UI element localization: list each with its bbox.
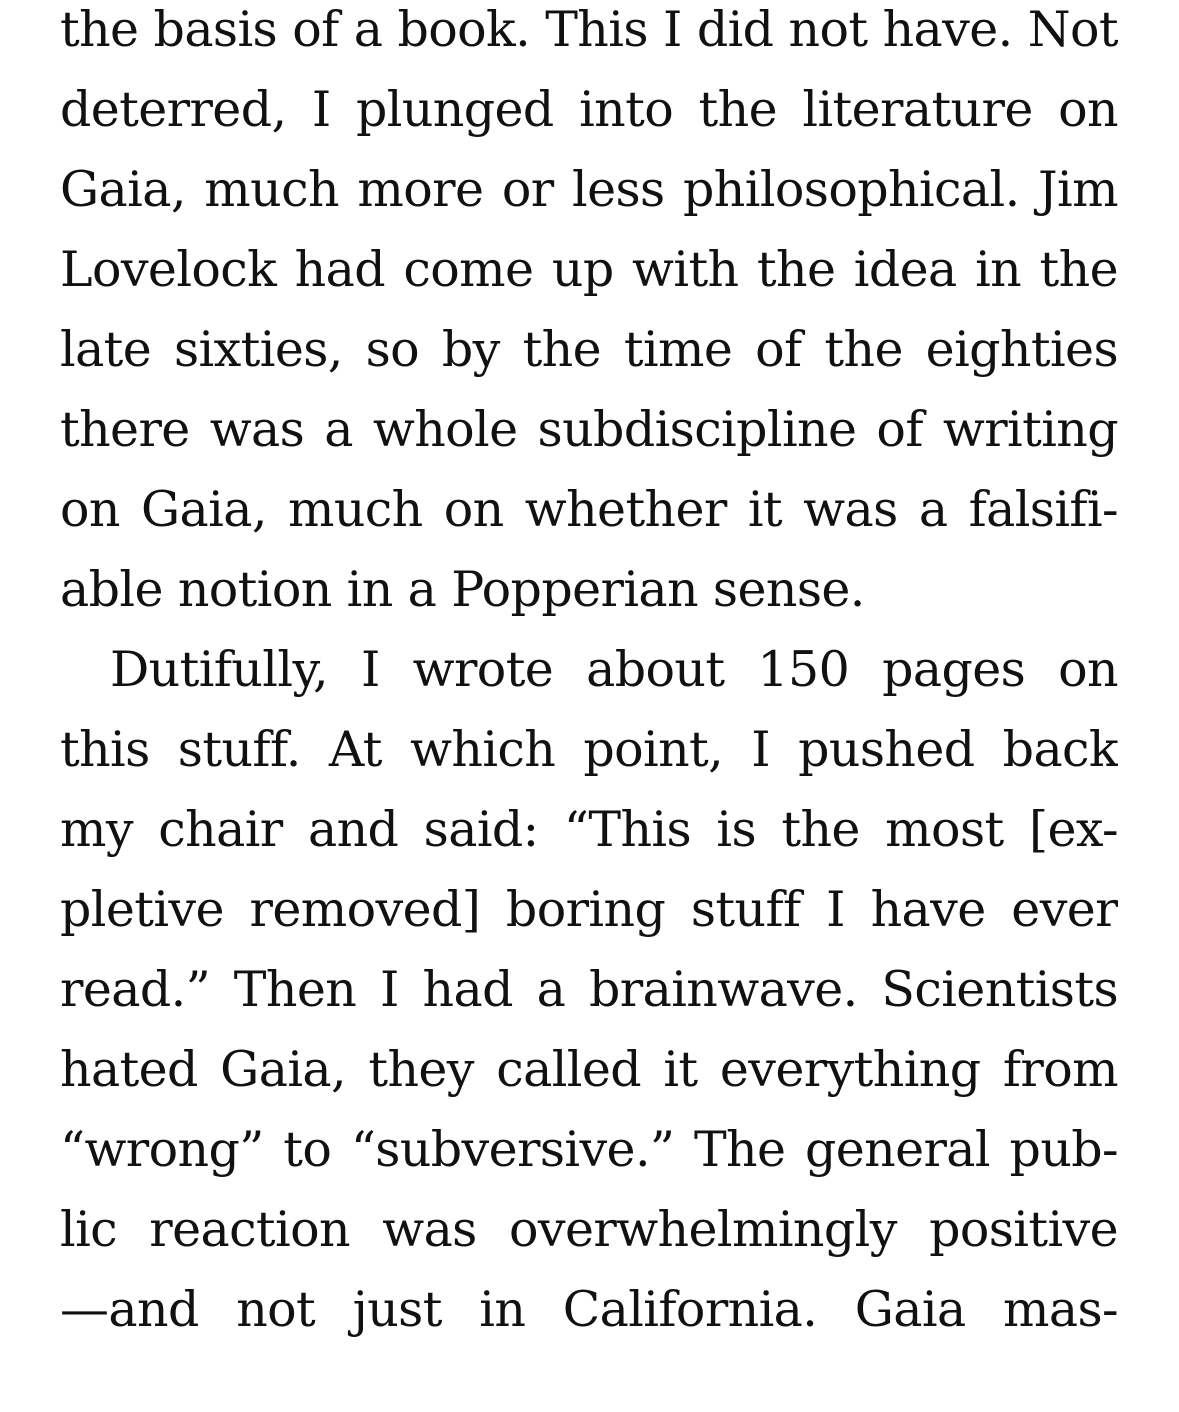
text-line: pletive removed] boring stuff I have ever: [60, 881, 1118, 938]
text-line: Lovelock had come up with the idea in the: [60, 241, 1118, 298]
text-line: —and not just in California. Gaia mas-: [60, 1281, 1118, 1338]
text-line: lic reaction was overwhelmingly positive: [60, 1201, 1118, 1258]
text-line: hated Gaia, they called it everything from: [60, 1041, 1118, 1098]
text-line: on Gaia, much on whether it was a falsifi-: [60, 481, 1118, 538]
paragraph-1: [60, 0, 1118, 630]
body-text: [60, 0, 1118, 1350]
text-line: the basis of a book. This I did not have. Not: [60, 1, 1118, 58]
text-line: late sixties, so by the time of the eighties: [60, 321, 1118, 378]
text-line: this stuff. At which point, I pushed back: [60, 721, 1118, 778]
paragraph-2: [60, 630, 1118, 1350]
text-line: “wrong” to “subversive.” The general pub-: [60, 1121, 1118, 1178]
book-page: [60, 0, 1118, 1412]
text-line: Gaia, much more or less philosophical. Jim: [60, 161, 1118, 218]
text-line: deterred, I plunged into the literature on: [60, 81, 1118, 138]
text-line: able notion in a Popperian sense.: [60, 561, 865, 618]
text-line: there was a whole subdiscipline of writing: [60, 401, 1118, 458]
text-line: read.” Then I had a brainwave. Scientists: [60, 961, 1118, 1018]
text-line: my chair and said: “This is the most [ex-: [60, 801, 1118, 858]
text-line: Dutifully, I wrote about 150 pages on: [110, 641, 1118, 698]
